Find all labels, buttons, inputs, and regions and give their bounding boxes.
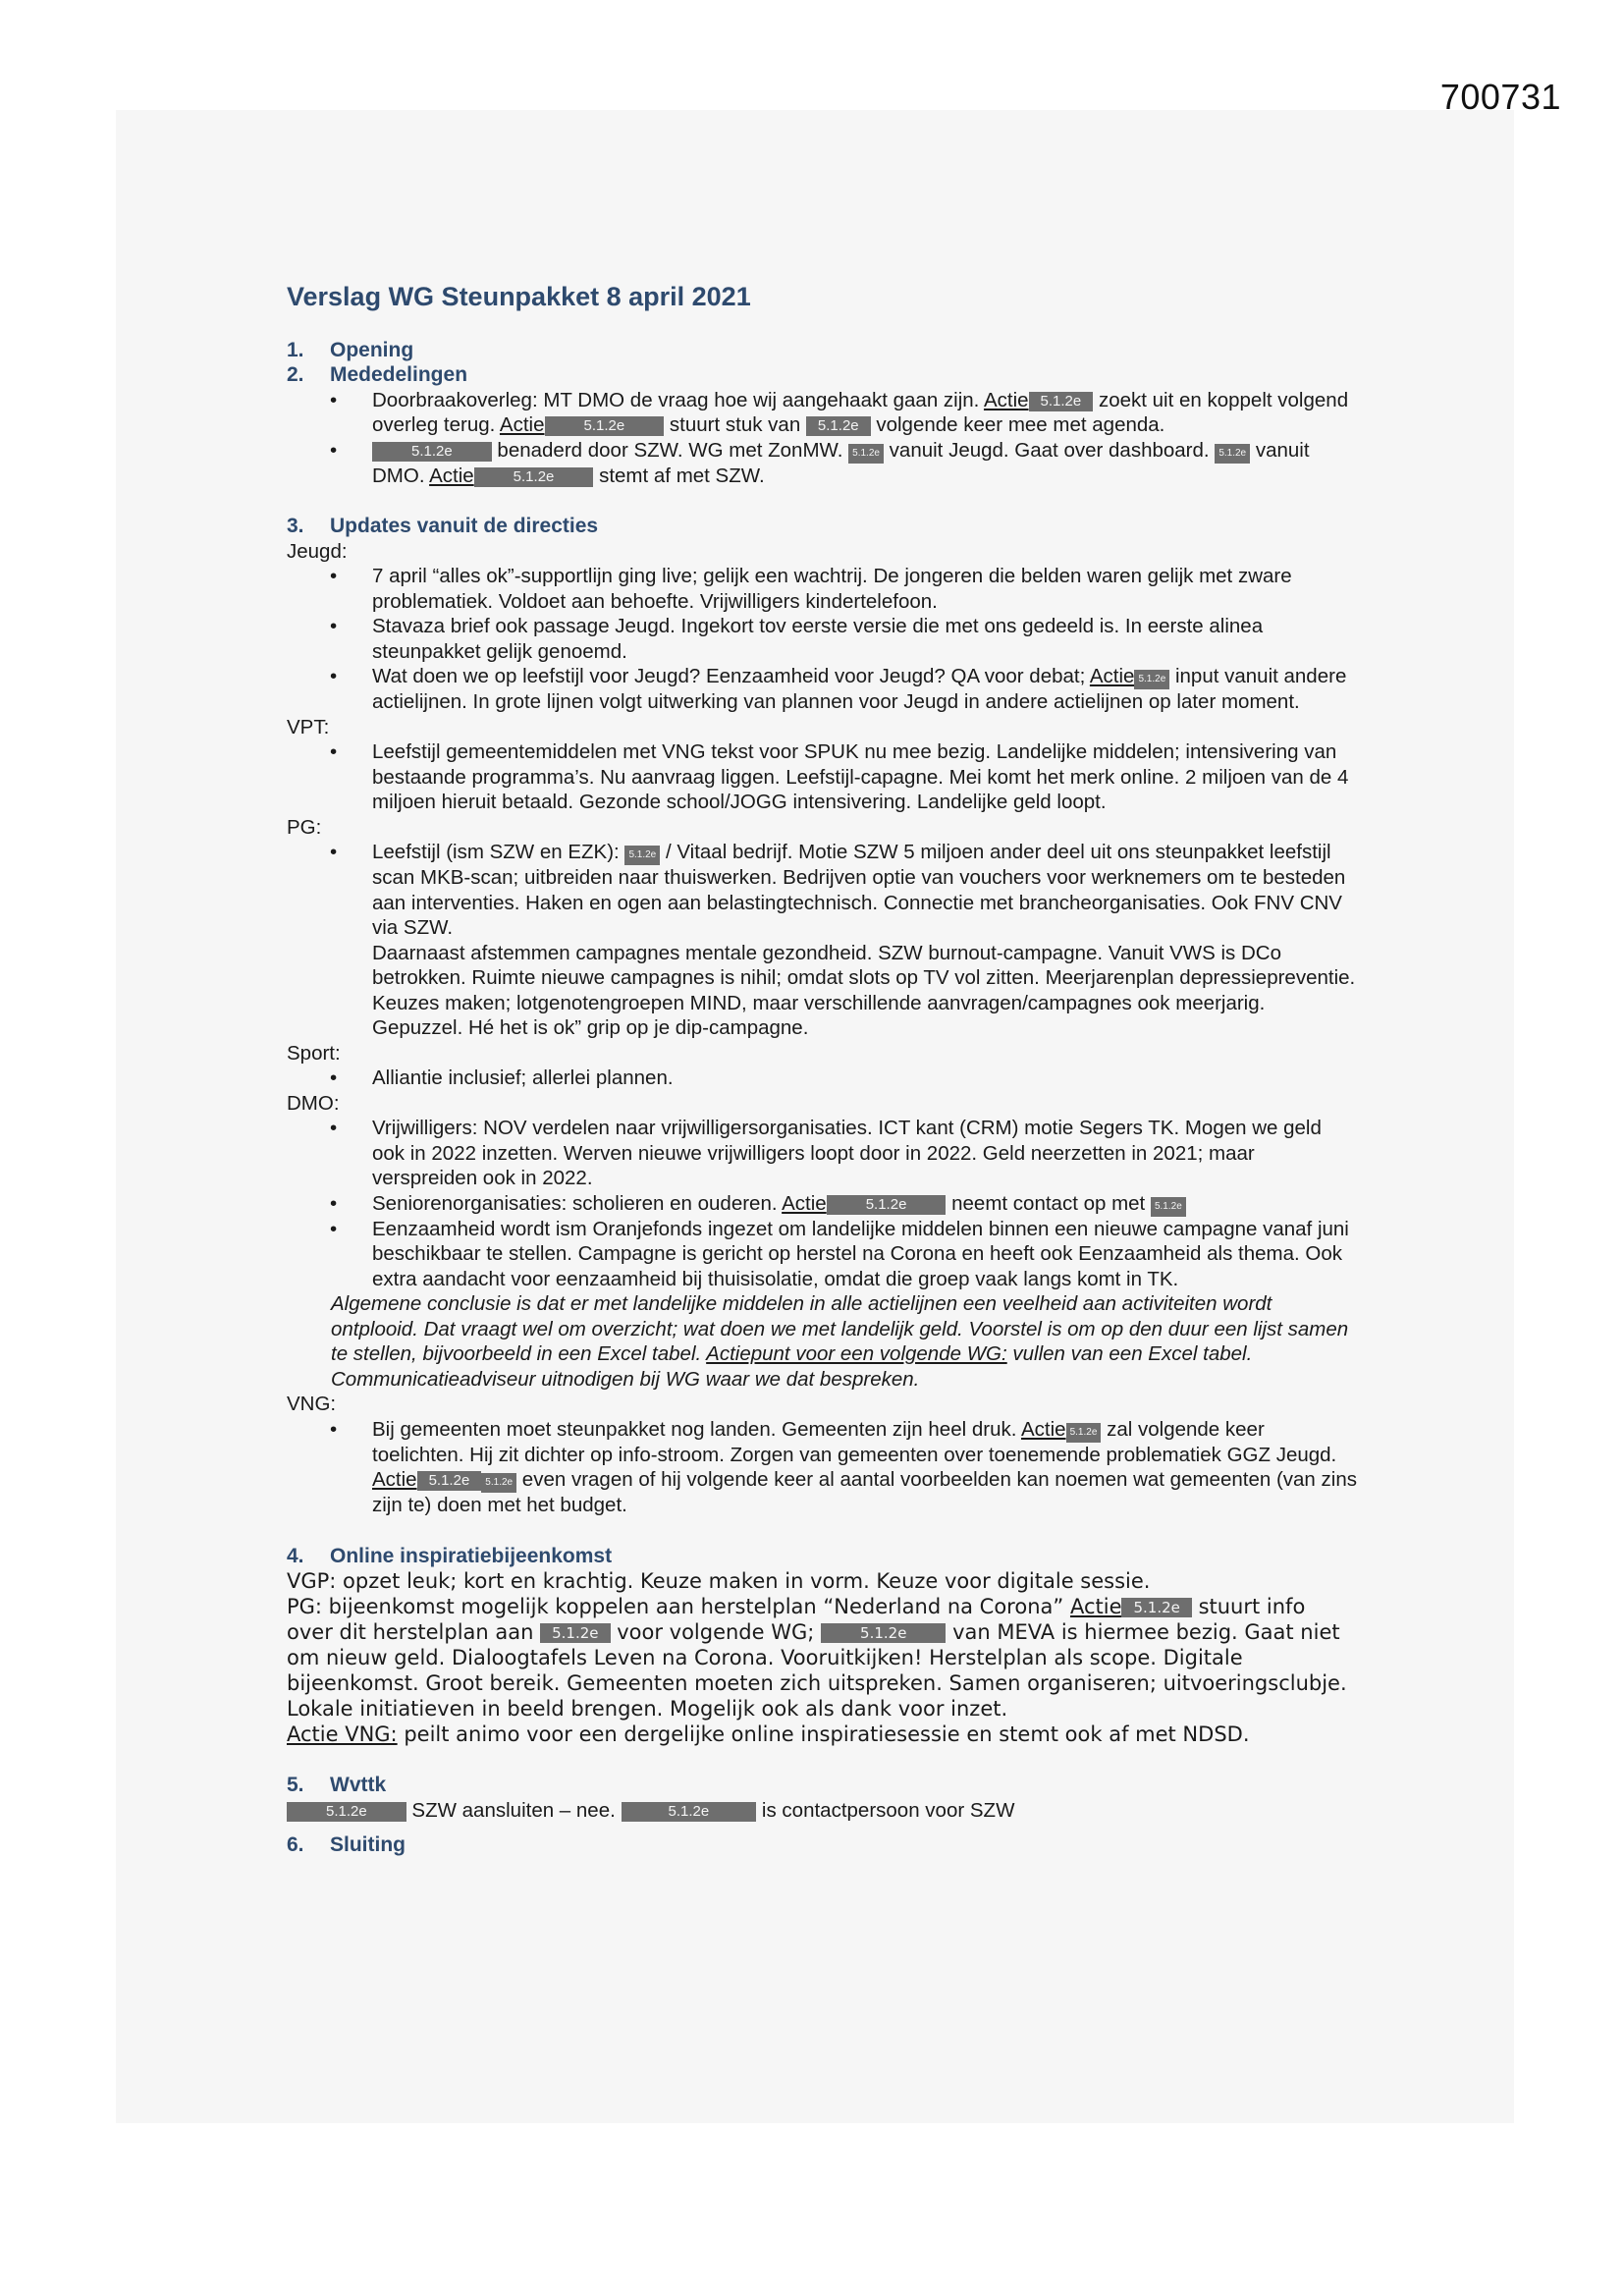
section-heading-sluiting: 6. Sluiting [287,1833,406,1856]
online-notes [287,1568,1357,1747]
redaction-box: 5.1.2e [417,1471,482,1491]
redaction-box: 5.1.2e [1151,1197,1186,1217]
section-heading-wvttk: 5. Wvttk [287,1774,387,1796]
redaction-box: 5.1.2e [827,1195,947,1215]
group-label-jeugd: Jeugd: [287,539,348,563]
list-item: • Vrijwilligers: NOV verdelen naar vrijwilligersorganisaties. ICT kant (CRM) motie Segers TK. Mogen we geld ook in 2022 inzetten. Werven nieuwe vrijwilligers loopt door in 2022. Geld neerzetten in 2021; maar verspreiden ook in 2022. [372,1116,1357,1191]
paragraph: PG: bijeenkomst mogelijk koppelen aan herstelplan “Nederland na Corona” Actie 5.1.2e stuurt info over dit herstelplan aan 5.1.2e voor volgende WG; 5.1.2e van MEVA is hiermee bezig. Gaat niet om nieuw geld. Dialoogtafels Leven na Corona. Vooruitkijken! Herstelplan als scope. Digitale bijeenkomst. Groot bereik. Gemeenten moeten zich uitspreken. Samen organiseren; uitvoeringsclubje. Lokale initiatieven in beeld brengen. Mogelijk ook als dank voor inzet. [287,1595,1347,1721]
wvttk-note: 5.1.2e SZW aansluiten – nee. 5.1.2e is contactpersoon voor SZW [287,1798,1357,1824]
group-label-dmo: DMO: [287,1091,340,1115]
redaction-box: 5.1.2e [821,1623,946,1643]
redaction-box: 5.1.2e [1066,1423,1102,1443]
document-title: Verslag WG Steunpakket 8 april 2021 [287,282,751,311]
sport-list [287,1066,1357,1091]
redaction-box: 5.1.2e [540,1623,610,1643]
redaction-box: 5.1.2e [624,846,660,865]
list-item: • 7 april “alles ok”-supportlijn ging live; gelijk een wachtrij. De jongeren die belden waren gelijk met zware problematiek. Voldoet aan behoefte. Vrijwilligers kindertelefoon. [372,564,1357,614]
redaction-box: 5.1.2e [622,1802,757,1822]
redaction-box: 5.1.2e [372,442,492,462]
pg-list [287,840,1357,941]
redaction-box: 5.1.2e [1029,392,1094,411]
vpt-list [287,739,1357,815]
redaction-box: 5.1.2e [1215,444,1250,464]
list-item: • 5.1.2e benaderd door SZW. WG met ZonMW. 5.1.2e vanuit Jeugd. Gaat over dashboard. 5.1.2e vanuit DMO. Actie 5.1.2e stemt af met SZW. [372,438,1357,489]
redaction-box: 5.1.2e [1121,1598,1191,1617]
paragraph: VGP: opzet leuk; kort en krachtig. Keuze maken in vorm. Keuze voor digitale sessie. [287,1569,1151,1593]
group-label-vng: VNG: [287,1393,337,1415]
redaction-box: 5.1.2e [287,1802,406,1822]
paragraph: Actie VNG: peilt animo voor een dergelijke online inspiratiesessie en stemt ook af met NDSD. [287,1722,1250,1746]
group-label-vpt: VPT: [287,715,330,738]
list-item: • Stavaza brief ook passage Jeugd. Ingekort tov eerste versie die met ons gedeeld is. In eerste alinea steunpakket gelijk genoemd. [372,614,1357,664]
list-item: • Leefstijl gemeentemiddelen met VNG tekst voor SPUK nu mee bezig. Landelijke middelen; intensivering van bestaande programma’s. Nu aanvraag liggen. Leefstijl-capagne. Mei komt het merk online. 2 miljoen van de 4 miljoen hieruit betaald. Gezonde school/JOGG intensivering. Landelijke geld loopt. [372,739,1357,815]
redaction-box: 5.1.2e [848,444,884,464]
dmo-list [287,1116,1357,1291]
group-label-sport: Sport: [287,1041,341,1065]
section-heading-mededelingen: 2. Mededelingen [287,363,468,386]
list-item: • Doorbraakoverleg: MT DMO de vraag hoe wij aangehaakt gaan zijn. Actie 5.1.2e zoekt uit en koppelt volgend overleg terug. Actie 5.1.2e stuurt stuk van 5.1.2e volgende keer mee met agenda. [372,388,1357,438]
section-heading-updates: 3. Updates vanuit de directies [287,515,599,537]
redaction-box: 5.1.2e [545,416,665,436]
general-conclusion: Algemene conclusie is dat er met landelijke middelen in alle actielijnen een veelheid aan activiteiten wordt ontplooid. Dat vraagt wel om overzicht; wat doen we met landelijk geld. Voorstel is om op den duur een lijst samen te stellen, bijvoorbeeld in een Excel tabel. Actiepunt voor een volgende WG: vullen van een Excel tabel. Communicatieadviseur uitnodigen bij WG waar we dat bespreken. [331,1292,1349,1391]
list-item: • Seniorenorganisaties: scholieren en ouderen. Actie 5.1.2e neemt contact op met 5.1.2e [372,1191,1357,1217]
redaction-box: 5.1.2e [806,416,871,436]
vng-list [287,1417,1357,1518]
group-label-pg: PG: [287,815,322,839]
list-item: • Alliantie inclusief; allerlei plannen. [372,1066,1357,1091]
document-body [287,282,1357,1858]
document-number: 700731 [1439,77,1561,117]
redaction-box: 5.1.2e [481,1473,516,1493]
list-item: • Wat doen we op leefstijl voor Jeugd? Eenzaamheid voor Jeugd? QA voor debat; Actie 5.1.2e input vanuit andere actielijnen. In grote lijnen volgt uitwerking van plannen voor Jeugd in andere actielijnen op later moment. [372,664,1357,715]
redaction-box: 5.1.2e [1134,670,1169,689]
section-heading-online: 4. Online inspiratiebijeenkomst [287,1544,613,1567]
list-item: • Leefstijl (ism SZW en EZK): 5.1.2e / Vitaal bedrijf. Motie SZW 5 miljoen ander deel uit ons steunpakket leefstijl scan MKB-scan; uitbreiden naar thuiswerken. Bedrijven optie van vouchers voor werknemers om te besteden aan interventies. Haken en ogen aan belastingtechnisch. Connectie met brancheorganisaties. Ook FNV CNV via SZW. [372,840,1357,941]
list-item: • Bij gemeenten moet steunpakket nog landen. Gemeenten zijn heel druk. Actie 5.1.2e zal volgende keer toelichten. Hij zit dichter op info-stroom. Zorgen van gemeenten over toenemende problematiek GGZ Jeugd. Actie 5.1.2e 5.1.2e even vragen of hij volgende keer al aantal voorbeelden kan noemen wat gemeenten (van zins zijn te) doen met het budget. [372,1417,1357,1518]
section-heading-opening: 1. Opening [287,338,414,361]
pg-continuation: Daarnaast afstemmen campagnes mentale gezondheid. SZW burnout-campagne. Vanuit VWS is DCo betrokken. Ruimte nieuwe campagnes is nihil; omdat slots op TV vol zitten. Meerjarenplan depressiepreventie. Keuzes maken; lotgenotengroepen MIND, maar verschillende aanvragen/campagnes ook meerjarig. Gepuzzel. Hé het is ok” grip op je dip-campagne. [372,941,1356,1039]
mededelingen-list [287,388,1357,489]
redaction-box: 5.1.2e [474,467,594,487]
list-item: • Eenzaamheid wordt ism Oranjefonds ingezet om landelijke middelen binnen een nieuwe campagne vanaf juni beschikbaar te stellen. Campagne is gericht op herstel na Corona en heeft ook Eenzaamheid als thema. Ook extra aandacht voor eenzaamheid bij thuisisolatie, omdat die groep vaak langs komt in TK. [372,1217,1357,1292]
jeugd-list [287,564,1357,715]
